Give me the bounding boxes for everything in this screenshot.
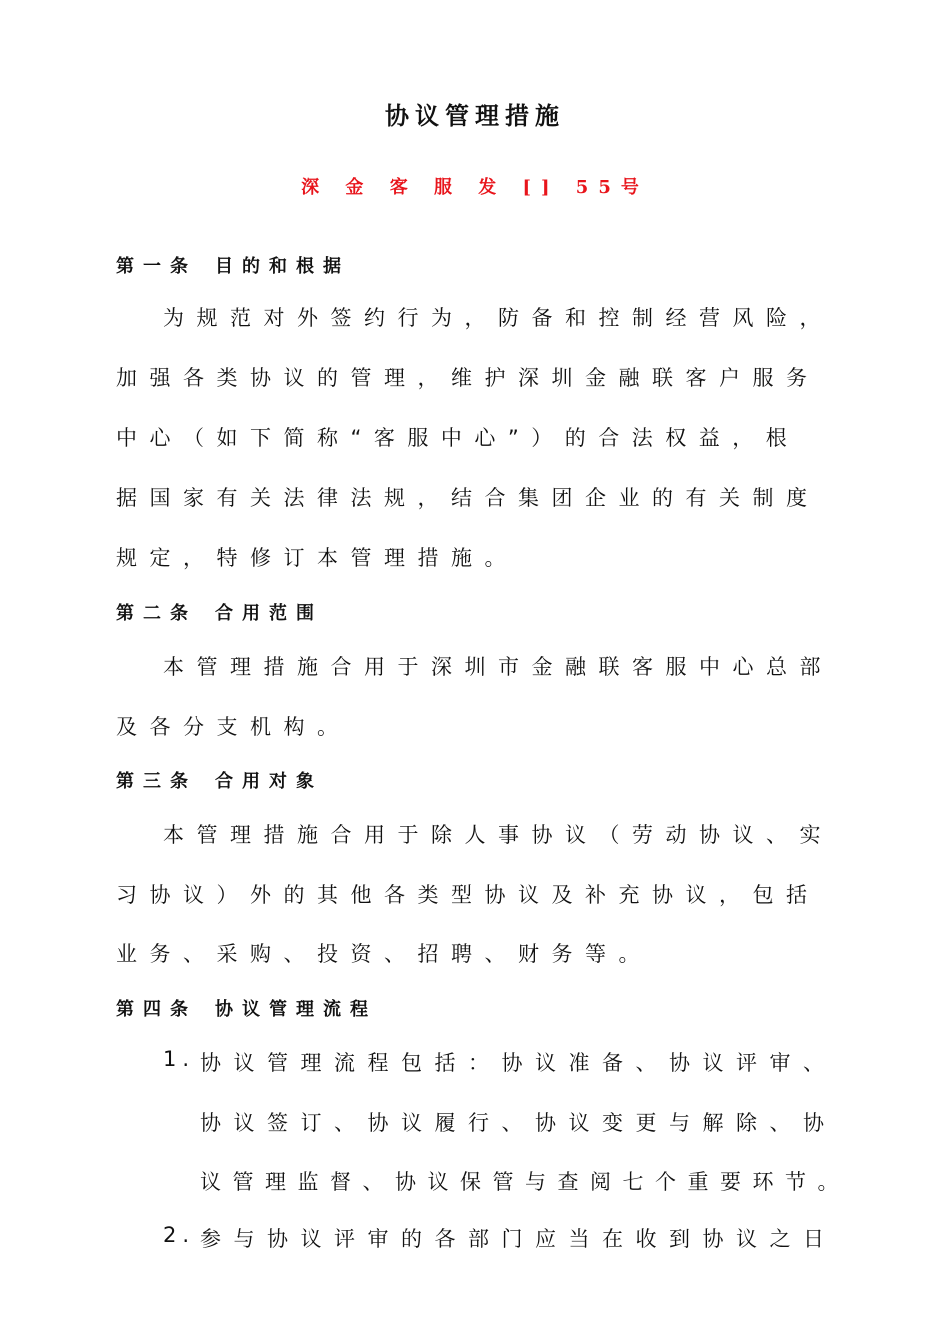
article-4-item-2-line-1: 参与协议评审的各部门应当在收到协议之日 [200, 1227, 837, 1251]
article-4-item-2-marker: 2. [163, 1223, 196, 1247]
article-1-line-5: 规定，特修订本管理措施。 [116, 546, 518, 570]
article-2-number: 第二条 [116, 603, 197, 624]
article-4-heading [116, 995, 377, 1021]
article-2-heading [116, 599, 323, 625]
article-3-number: 第三条 [116, 771, 197, 792]
article-4-item-1-line-1: 协议管理流程包括：协议准备、协议评审、 [200, 1051, 837, 1075]
article-2-name: 合用范围 [215, 603, 323, 624]
article-3-line-2: 习协议）外的其他各类型协议及补充协议，包括 [116, 883, 820, 907]
article-4-name: 协议管理流程 [215, 999, 377, 1020]
article-2-line-1: 本管理措施合用于深圳市金融联客服中心总部 [163, 655, 833, 679]
article-2-line-2: 及各分支机构。 [116, 715, 351, 739]
article-3-heading [116, 767, 323, 793]
article-1-line-2: 加强各类协议的管理，维护深圳金融联客户服务 [116, 366, 820, 390]
article-4-number: 第四条 [116, 999, 197, 1020]
article-1-name: 目的和根据 [215, 256, 350, 277]
article-3-name: 合用对象 [215, 771, 323, 792]
document-title: 协议管理措施 [385, 102, 565, 130]
article-4-item-1-line-3: 议管理监督、协议保管与查阅七个重要环节。 [200, 1170, 850, 1194]
article-1-line-1: 为规范对外签约行为，防备和控制经营风险， [163, 306, 833, 330]
article-3-line-1: 本管理措施合用于除人事协议（劳动协议、实 [163, 823, 833, 847]
document-number: 深 金 客 服 发 [] 55号 [301, 177, 649, 198]
article-4-item-1-line-2: 协议签订、协议履行、协议变更与解除、协 [200, 1111, 837, 1135]
article-1-number: 第一条 [116, 256, 197, 277]
article-1-line-3: 中心（如下简称“客服中心”）的合法权益，根 [116, 426, 800, 450]
article-3-line-3: 业务、采购、投资、招聘、财务等。 [116, 942, 652, 966]
article-1-heading [116, 252, 350, 278]
article-4-item-1-marker: 1. [163, 1047, 196, 1071]
article-1-line-4: 据国家有关法律法规，结合集团企业的有关制度 [116, 486, 820, 510]
